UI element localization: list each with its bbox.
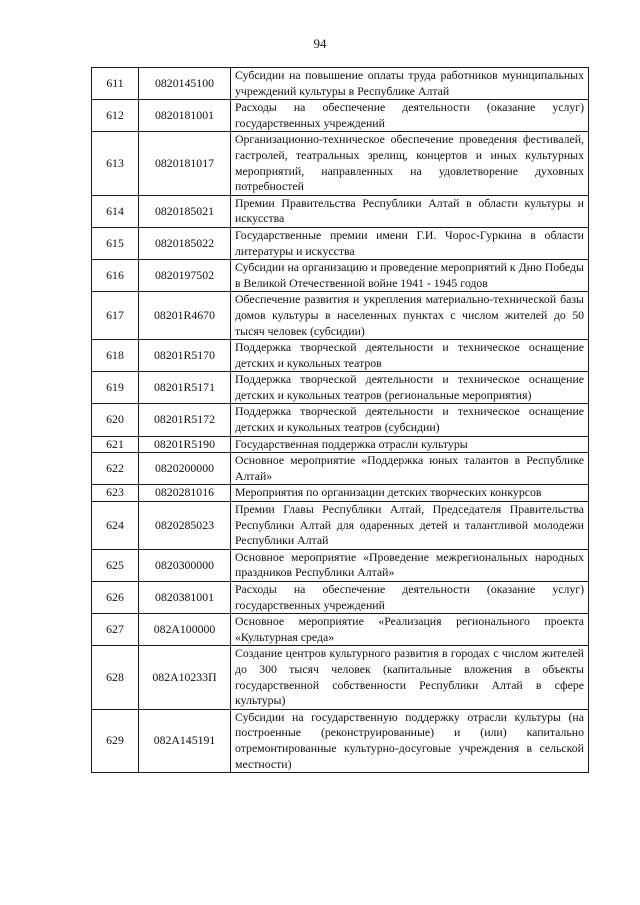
budget-code-cell: 0820185022 [139, 227, 231, 259]
row-number-cell: 624 [92, 502, 139, 550]
budget-code-cell: 0820285023 [139, 502, 231, 550]
table-row [92, 292, 589, 340]
row-number-cell: 615 [92, 227, 139, 259]
row-number-cell: 612 [92, 100, 139, 132]
expense-description-cell: Создание центров культурного развития в городах с числом жителей до 300 тысяч человек (капитальные вложения в объекты государственной собственности Республики Алтай в сфере культуры) [231, 646, 589, 709]
expense-description-cell: Поддержка творческой деятельности и техническое оснащение детских и кукольных театров [231, 340, 589, 372]
expense-description-cell: Субсидии на организацию и проведение мероприятий к Дню Победы в Великой Отечественной войне 1941 - 1945 годов [231, 260, 589, 292]
table-row [92, 340, 589, 372]
expense-description-cell: Поддержка творческой деятельности и техническое оснащение детских и кукольных театров (региональные мероприятия) [231, 372, 589, 404]
row-number-cell: 618 [92, 340, 139, 372]
expense-description-cell: Расходы на обеспечение деятельности (оказание услуг) государственных учреждений [231, 100, 589, 132]
budget-code-cell: 08201R5171 [139, 372, 231, 404]
budget-code-cell: 0820200000 [139, 453, 231, 485]
table-row [92, 227, 589, 259]
table-row [92, 436, 589, 453]
table-row [92, 404, 589, 436]
budget-code-cell: 0820381001 [139, 582, 231, 614]
row-number-cell: 628 [92, 646, 139, 709]
budget-code-cell: 082A100000 [139, 614, 231, 646]
budget-code-cell: 0820181001 [139, 100, 231, 132]
expense-description-cell: Основное мероприятие «Проведение межрегиональных народных праздников Республики Алтай» [231, 549, 589, 581]
table-row [92, 485, 589, 502]
row-number-cell: 625 [92, 549, 139, 581]
expense-description-cell: Государственная поддержка отрасли культуры [231, 436, 589, 453]
row-number-cell: 629 [92, 709, 139, 772]
table-row [92, 549, 589, 581]
expense-description-cell: Основное мероприятие «Поддержка юных талантов в Республике Алтай» [231, 453, 589, 485]
row-number-cell: 616 [92, 260, 139, 292]
budget-code-cell: 082A145191 [139, 709, 231, 772]
expense-description-cell: Мероприятия по организации детских творческих конкурсов [231, 485, 589, 502]
budget-classification-table [91, 67, 589, 773]
row-number-cell: 620 [92, 404, 139, 436]
row-number-cell: 617 [92, 292, 139, 340]
table-row [92, 372, 589, 404]
table-row [92, 502, 589, 550]
table-row [92, 68, 589, 100]
table-row [92, 453, 589, 485]
table-row [92, 646, 589, 709]
expense-description-cell: Субсидии на государственную поддержку отрасли культуры (на построенные (реконструированные) и (или) капитально отремонтированные культурно-досуговые учреждения в сельской местности) [231, 709, 589, 772]
table-row [92, 100, 589, 132]
budget-code-cell: 0820300000 [139, 549, 231, 581]
row-number-cell: 626 [92, 582, 139, 614]
table-row [92, 260, 589, 292]
table-body [92, 68, 589, 773]
row-number-cell: 614 [92, 195, 139, 227]
row-number-cell: 619 [92, 372, 139, 404]
expense-description-cell: Субсидии на повышение оплаты труда работников муниципальных учреждений культуры в Республике Алтай [231, 68, 589, 100]
budget-code-cell: 08201R5190 [139, 436, 231, 453]
row-number-cell: 621 [92, 436, 139, 453]
expense-description-cell: Поддержка творческой деятельности и техническое оснащение детских и кукольных театров (субсидии) [231, 404, 589, 436]
row-number-cell: 623 [92, 485, 139, 502]
budget-code-cell: 0820281016 [139, 485, 231, 502]
table-row [92, 614, 589, 646]
budget-code-cell: 0820181017 [139, 132, 231, 195]
expense-description-cell: Государственные премии имени Г.И. Чорос-Гуркина в области литературы и искусства [231, 227, 589, 259]
expense-description-cell: Расходы на обеспечение деятельности (оказание услуг) государственных учреждений [231, 582, 589, 614]
budget-code-cell: 08201R5170 [139, 340, 231, 372]
expense-description-cell: Премии Главы Республики Алтай, Председателя Правительства Республики Алтай для одаренных детей и талантливой молодежи Республики Алтай [231, 502, 589, 550]
budget-code-cell: 0820145100 [139, 68, 231, 100]
table-row [92, 582, 589, 614]
budget-code-cell: 0820185021 [139, 195, 231, 227]
table-row [92, 132, 589, 195]
budget-code-cell: 08201R4670 [139, 292, 231, 340]
expense-description-cell: Основное мероприятие «Реализация регионального проекта «Культурная среда» [231, 614, 589, 646]
row-number-cell: 622 [92, 453, 139, 485]
row-number-cell: 611 [92, 68, 139, 100]
expense-description-cell: Обеспечение развития и укрепления материально-технической базы домов культуры в населенных пунктах с числом жителей до 50 тысяч человек (субсидии) [231, 292, 589, 340]
budget-code-cell: 08201R5172 [139, 404, 231, 436]
budget-code-cell: 0820197502 [139, 260, 231, 292]
budget-code-cell: 082A10233П [139, 646, 231, 709]
expense-description-cell: Премии Правительства Республики Алтай в области культуры и искусства [231, 195, 589, 227]
table-row [92, 709, 589, 772]
row-number-cell: 627 [92, 614, 139, 646]
expense-description-cell: Организационно-техническое обеспечение проведения фестивалей, гастролей, театральных зрелищ, концертов и иных культурных мероприятий, направленных на удовлетворение духовных потребностей [231, 132, 589, 195]
page-number: 94 [313, 36, 327, 51]
table-row [92, 195, 589, 227]
row-number-cell: 613 [92, 132, 139, 195]
